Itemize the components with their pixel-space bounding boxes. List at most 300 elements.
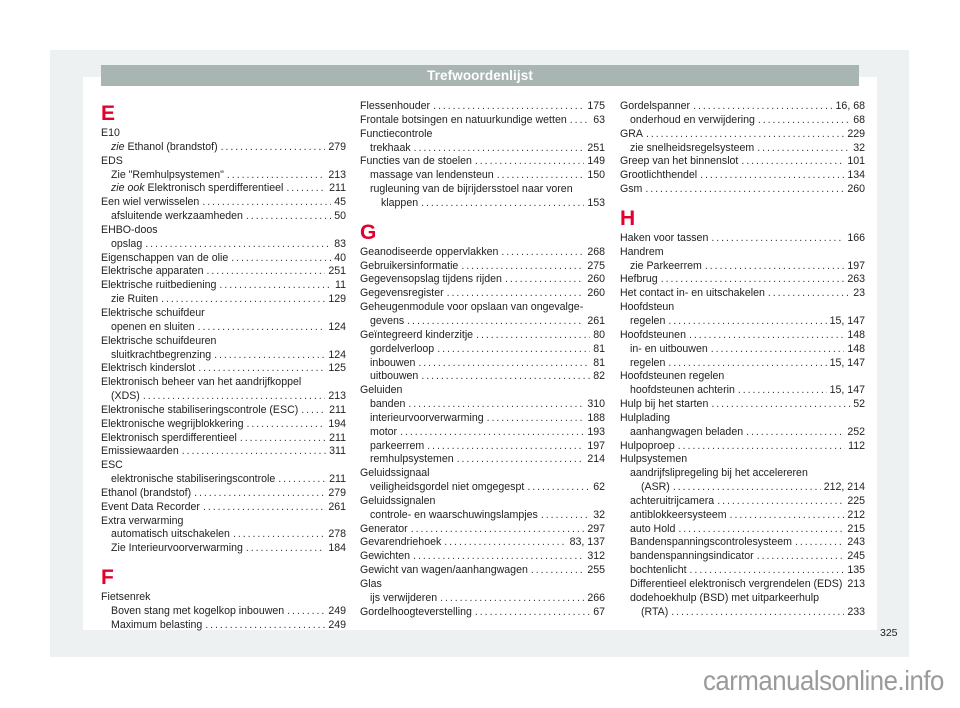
entry-page-ref[interactable]: 112 bbox=[848, 439, 865, 452]
dot-leader bbox=[143, 390, 325, 404]
entry-page-ref[interactable]: 310 bbox=[587, 398, 605, 411]
entry-term: parkeerrem bbox=[370, 439, 425, 452]
dot-leader bbox=[661, 273, 845, 287]
entry-term: Elektrische ruitbediening bbox=[101, 279, 217, 292]
dot-leader bbox=[741, 155, 844, 169]
dot-leader bbox=[205, 619, 325, 633]
index-entry bbox=[101, 591, 346, 605]
entry-term: dodehoekhulp (BSD) met uitparkeerhulp bbox=[630, 591, 820, 604]
index-entry bbox=[101, 307, 346, 321]
entry-page-ref[interactable]: 197 bbox=[587, 439, 605, 452]
dot-leader bbox=[757, 550, 845, 564]
dot-leader bbox=[475, 155, 584, 169]
entry-page-ref[interactable]: 83 bbox=[334, 237, 346, 250]
dot-leader bbox=[700, 169, 844, 183]
entry-term: Functiecontrole bbox=[360, 127, 433, 140]
entry-page-ref[interactable]: 101 bbox=[847, 155, 865, 168]
dot-leader bbox=[206, 265, 325, 279]
index-entry bbox=[620, 246, 865, 260]
entry-page-ref[interactable]: 150 bbox=[587, 169, 605, 182]
entry-term: Hoofdsteun bbox=[620, 301, 675, 314]
entry-term: Elektrische apparaten bbox=[101, 265, 204, 278]
dot-leader bbox=[671, 606, 844, 620]
dot-leader bbox=[690, 564, 845, 578]
entry-page-ref[interactable]: 175 bbox=[587, 100, 605, 112]
entry-page-ref[interactable]: 252 bbox=[847, 425, 865, 438]
index-entry bbox=[360, 536, 605, 550]
entry-term: banden bbox=[370, 398, 406, 411]
entry-page-ref[interactable]: 32 bbox=[593, 508, 605, 521]
index-entry bbox=[620, 412, 865, 426]
entry-term: Glas bbox=[360, 578, 382, 590]
index-entry bbox=[620, 481, 865, 495]
index-entry bbox=[101, 459, 346, 473]
entry-page-ref[interactable]: 11 bbox=[335, 279, 346, 292]
entry-page-ref[interactable]: 211 bbox=[329, 431, 346, 444]
entry-term: Maximum belasting bbox=[111, 618, 203, 631]
entry-term bbox=[111, 182, 283, 196]
entry-term: Het contact in- en uitschakelen bbox=[620, 287, 765, 300]
section-letter: E bbox=[101, 102, 116, 125]
entry-term: rugleuning van de bijrijdersstoel naar voren bbox=[370, 183, 573, 196]
index-entry bbox=[360, 440, 605, 454]
index-entry bbox=[620, 398, 865, 412]
dot-leader bbox=[678, 440, 845, 454]
entry-term: auto Hold bbox=[630, 522, 676, 535]
entry-term: Hoofdsteunen bbox=[620, 328, 686, 341]
entry-page-ref[interactable]: 134 bbox=[847, 169, 865, 182]
entry-page-ref[interactable]: 32 bbox=[853, 141, 865, 154]
dot-leader bbox=[219, 279, 332, 293]
dot-leader bbox=[527, 481, 590, 495]
entry-page-ref[interactable]: 81 bbox=[593, 342, 605, 355]
index-entry bbox=[101, 390, 346, 404]
entry-page-ref[interactable]: 260 bbox=[847, 183, 865, 196]
entry-page-ref[interactable]: 297 bbox=[587, 522, 605, 535]
dot-leader bbox=[497, 169, 585, 183]
dot-leader bbox=[678, 523, 844, 537]
entry-term: (XDS) bbox=[111, 390, 140, 403]
index-entry bbox=[101, 404, 346, 418]
entry-see-prefix: zie ook bbox=[111, 182, 145, 195]
entry-page-ref[interactable]: 268 bbox=[587, 245, 605, 258]
index-entry bbox=[101, 182, 346, 196]
dot-leader bbox=[286, 182, 326, 196]
entry-page-ref[interactable]: 129 bbox=[328, 293, 346, 306]
entry-term: sluitkrachtbegrenzing bbox=[111, 348, 212, 361]
entry-term: openen en sluiten bbox=[111, 320, 195, 333]
index-entry bbox=[101, 542, 346, 556]
dot-leader bbox=[198, 321, 326, 335]
entry-page-ref[interactable]: 213 bbox=[847, 578, 865, 590]
entry-page-ref[interactable]: 148 bbox=[847, 342, 865, 355]
index-entry bbox=[620, 440, 865, 454]
entry-term: Differentieel elektronisch vergrendelen (EDS) bbox=[630, 578, 843, 590]
dot-leader bbox=[570, 114, 590, 128]
entry-term: gordelverloop bbox=[370, 342, 435, 355]
entry-page-ref[interactable]: 212, 214 bbox=[823, 481, 865, 494]
index-entry bbox=[620, 169, 865, 183]
index-entry bbox=[360, 495, 605, 509]
index-entry bbox=[101, 445, 346, 459]
index-entry bbox=[101, 432, 346, 446]
entry-page-ref[interactable]: 263 bbox=[847, 273, 865, 286]
dot-leader bbox=[501, 246, 584, 260]
entry-page-ref[interactable]: 63 bbox=[593, 113, 605, 126]
dot-leader bbox=[705, 260, 844, 274]
index-entry bbox=[620, 273, 865, 287]
index-entry bbox=[101, 169, 346, 183]
index-entry bbox=[620, 183, 865, 197]
index-entry bbox=[620, 550, 865, 564]
index-entry bbox=[101, 141, 346, 155]
entry-page-ref[interactable]: 23 bbox=[853, 287, 865, 300]
entry-term: GRA bbox=[620, 127, 643, 140]
entry-page-ref[interactable]: 245 bbox=[847, 550, 865, 563]
entry-term: Fietsenrek bbox=[101, 591, 151, 604]
index-entry bbox=[101, 376, 346, 390]
entry-page-ref[interactable]: 68 bbox=[853, 113, 865, 126]
entry-term: Gebruikersinformatie bbox=[360, 259, 459, 272]
index-entry bbox=[360, 114, 605, 128]
entry-term: Generator bbox=[360, 522, 408, 535]
index-entry bbox=[360, 197, 605, 211]
entry-page-ref[interactable]: 153 bbox=[587, 196, 605, 209]
entry-term: Elektronische wegrijblokkering bbox=[101, 417, 244, 430]
dot-leader bbox=[668, 315, 826, 329]
entry-page-ref[interactable]: 278 bbox=[328, 528, 346, 541]
entry-term: Greep van het binnenslot bbox=[620, 155, 739, 168]
dot-leader bbox=[645, 183, 844, 197]
entry-term: onderhoud en verwijdering bbox=[630, 113, 755, 126]
dot-leader bbox=[203, 501, 325, 515]
entry-page-ref[interactable]: 62 bbox=[593, 481, 605, 494]
index-entry bbox=[360, 301, 605, 315]
index-entry bbox=[620, 301, 865, 315]
entry-term: Haken voor tassen bbox=[620, 231, 709, 244]
entry-term: achteruitrijcamera bbox=[630, 494, 715, 507]
entry-term: Gewicht van wagen/aanhangwagen bbox=[360, 564, 528, 577]
dot-leader bbox=[541, 509, 590, 523]
section-letter: G bbox=[360, 220, 377, 244]
index-entry bbox=[620, 523, 865, 537]
dot-leader bbox=[198, 362, 325, 376]
entry-page-ref[interactable]: 249 bbox=[328, 605, 346, 617]
entry-term: Ethanol (brandstof) bbox=[101, 486, 192, 499]
entry-page-ref[interactable]: 15, 147 bbox=[829, 356, 865, 369]
entry-term: Extra verwarming bbox=[101, 514, 184, 527]
entry-page-ref[interactable]: 194 bbox=[328, 417, 346, 430]
index-entry bbox=[101, 473, 346, 487]
dot-leader bbox=[240, 432, 326, 446]
entry-term: Een wiel verwisselen bbox=[101, 196, 200, 209]
index-entry bbox=[360, 100, 605, 114]
dot-leader bbox=[646, 128, 844, 142]
entry-term: Gordelspanner bbox=[620, 100, 691, 112]
dot-leader bbox=[202, 196, 331, 210]
dot-leader bbox=[145, 238, 331, 252]
entry-term: Functies van de stoelen bbox=[360, 155, 472, 168]
entry-term: afsluitende werkzaamheden bbox=[111, 210, 243, 223]
dot-leader bbox=[233, 528, 325, 542]
index-entry bbox=[360, 550, 605, 564]
index-entry bbox=[101, 279, 346, 293]
entry-term: automatisch uitschakelen bbox=[111, 528, 230, 541]
entry-term: in- en uitbouwen bbox=[630, 342, 708, 355]
entry-term: Elektronische stabiliseringscontrole (ESC) bbox=[101, 403, 299, 416]
dot-leader bbox=[476, 329, 590, 343]
entry-term: Gewichten bbox=[360, 550, 411, 563]
entry-term: regelen bbox=[630, 356, 666, 369]
entry-page-ref[interactable]: 188 bbox=[587, 411, 605, 424]
entry-page-ref[interactable]: 312 bbox=[587, 550, 605, 563]
dot-leader bbox=[447, 287, 585, 301]
index-entry bbox=[620, 370, 865, 384]
entry-page-ref[interactable]: 266 bbox=[587, 591, 605, 604]
entry-page-ref[interactable]: 213 bbox=[328, 390, 346, 403]
entry-page-ref[interactable]: 15, 147 bbox=[829, 384, 865, 397]
entry-page-ref[interactable]: 279 bbox=[328, 140, 346, 153]
entry-term: ijs verwijderen bbox=[370, 591, 438, 604]
entry-page-ref[interactable]: 211 bbox=[329, 182, 346, 195]
entry-term: Eigenschappen van de olie bbox=[101, 251, 229, 264]
index-entry bbox=[101, 515, 346, 529]
entry-term-text: Ethanol (brandstof) bbox=[127, 140, 218, 153]
dot-leader bbox=[461, 260, 584, 274]
entry-page-ref[interactable]: 279 bbox=[328, 486, 346, 499]
dot-leader bbox=[668, 357, 826, 371]
dot-leader bbox=[475, 606, 590, 620]
index-column-3 bbox=[620, 100, 865, 620]
entry-term: Gsm bbox=[620, 183, 643, 196]
entry-term: Elektrisch kinderslot bbox=[101, 362, 196, 375]
index-entry bbox=[360, 273, 605, 287]
page-title: Trefwoordenlijst bbox=[101, 65, 859, 86]
entry-term: Hulpoproep bbox=[620, 439, 675, 452]
entry-page-ref[interactable]: 124 bbox=[328, 348, 346, 361]
index-entry bbox=[360, 357, 605, 371]
dot-leader bbox=[433, 100, 584, 114]
dot-leader bbox=[768, 287, 850, 301]
index-entry bbox=[620, 100, 865, 114]
entry-page-ref[interactable]: 135 bbox=[847, 564, 865, 577]
dot-leader bbox=[161, 293, 325, 307]
entry-page-ref[interactable]: 67 bbox=[593, 605, 605, 618]
watermark: carmanualsonline.info bbox=[703, 665, 944, 696]
index-entry bbox=[620, 287, 865, 301]
index-entry bbox=[360, 287, 605, 301]
index-entry bbox=[101, 210, 346, 224]
entry-term: Emissiewaarden bbox=[101, 445, 179, 458]
entry-term: gevens bbox=[370, 314, 405, 327]
index-entry bbox=[101, 127, 346, 141]
entry-page-ref[interactable]: 212 bbox=[847, 508, 865, 521]
entry-term: klappen bbox=[381, 196, 419, 209]
entry-term: Gegevensregister bbox=[360, 287, 444, 300]
dot-leader bbox=[487, 412, 585, 426]
entry-term: Geïntegreerd kinderzitje bbox=[360, 328, 474, 341]
index-entry bbox=[360, 128, 605, 142]
dot-leader bbox=[457, 453, 585, 467]
entry-page-ref[interactable]: 197 bbox=[847, 259, 865, 272]
dot-leader bbox=[247, 418, 326, 432]
index-entry bbox=[360, 606, 605, 620]
dot-leader bbox=[214, 349, 325, 363]
index-entry bbox=[101, 418, 346, 432]
entry-page-ref[interactable]: 214 bbox=[587, 453, 605, 466]
index-entry bbox=[620, 536, 865, 550]
entry-page-ref[interactable]: 124 bbox=[328, 320, 346, 333]
entry-page-ref[interactable]: 261 bbox=[587, 314, 605, 327]
entry-term: Geluidssignalen bbox=[360, 494, 436, 507]
entry-page-ref[interactable]: 229 bbox=[847, 127, 865, 140]
entry-term: (RTA) bbox=[641, 605, 669, 618]
index-column-2 bbox=[360, 100, 605, 620]
entry-page-ref[interactable]: 225 bbox=[847, 494, 865, 507]
index-entry bbox=[360, 564, 605, 578]
index-entry bbox=[620, 592, 865, 606]
entry-page-ref[interactable]: 251 bbox=[328, 265, 346, 278]
dot-leader bbox=[738, 384, 827, 398]
dot-leader bbox=[746, 426, 844, 440]
entry-page-ref[interactable]: 260 bbox=[587, 287, 605, 300]
dot-leader bbox=[757, 142, 850, 156]
entry-page-ref[interactable]: 149 bbox=[587, 155, 605, 168]
index-entry bbox=[101, 224, 346, 238]
entry-page-ref[interactable]: 80 bbox=[593, 328, 605, 341]
entry-term: trekhaak bbox=[370, 141, 411, 154]
entry-term: remhulpsystemen bbox=[370, 453, 454, 466]
entry-page-ref[interactable]: 261 bbox=[328, 500, 346, 513]
dot-leader bbox=[717, 495, 844, 509]
entry-term: Grootlichthendel bbox=[620, 169, 698, 182]
entry-page-ref[interactable]: 211 bbox=[329, 403, 346, 416]
entry-term: Boven stang met kogelkop inbouwen bbox=[111, 605, 285, 617]
entry-page-ref[interactable]: 213 bbox=[328, 168, 346, 181]
index-entry bbox=[101, 252, 346, 266]
index-entry bbox=[101, 487, 346, 501]
index-entry bbox=[360, 384, 605, 398]
entry-term: inbouwen bbox=[370, 356, 416, 369]
index-entry bbox=[360, 523, 605, 537]
dot-leader bbox=[758, 114, 850, 128]
entry-term: uitbouwen bbox=[370, 370, 419, 383]
section-letter: F bbox=[101, 566, 114, 590]
index-entry bbox=[101, 605, 346, 619]
entry-page-ref[interactable]: 83, 137 bbox=[569, 536, 605, 549]
entry-term: ESC bbox=[101, 459, 123, 472]
entry-page-ref[interactable]: 215 bbox=[847, 522, 865, 535]
entry-page-ref[interactable]: 148 bbox=[847, 328, 865, 341]
dot-leader bbox=[194, 487, 325, 501]
dot-leader bbox=[421, 197, 584, 211]
entry-page-ref[interactable]: 52 bbox=[853, 398, 865, 411]
entry-page-ref[interactable]: 243 bbox=[847, 536, 865, 549]
entry-page-ref[interactable]: 16, 68 bbox=[835, 100, 865, 112]
entry-term: Geanodiseerde oppervlakken bbox=[360, 245, 499, 258]
dot-leader bbox=[711, 343, 845, 357]
entry-term: massage van lendensteun bbox=[370, 169, 494, 182]
dot-leader bbox=[444, 536, 566, 550]
entry-term: Elektronisch sperdifferentieel bbox=[101, 431, 237, 444]
index-entry bbox=[360, 260, 605, 274]
index-entry bbox=[101, 321, 346, 335]
entry-page-ref[interactable]: 81 bbox=[593, 356, 605, 369]
entry-page-ref[interactable]: 125 bbox=[328, 362, 346, 375]
entry-page-ref[interactable]: 249 bbox=[328, 618, 346, 631]
entry-term: zie Parkeerrem bbox=[630, 259, 702, 272]
entry-page-ref[interactable]: 260 bbox=[587, 273, 605, 286]
entry-term: zie Ruiten bbox=[111, 293, 159, 306]
entry-page-ref[interactable]: 233 bbox=[847, 605, 865, 618]
entry-term: (ASR) bbox=[641, 481, 670, 494]
entry-term: Geluidssignaal bbox=[360, 467, 430, 480]
section-letter: H bbox=[620, 206, 636, 230]
index-entry bbox=[620, 329, 865, 343]
entry-page-ref[interactable]: 184 bbox=[328, 542, 346, 555]
index-entry bbox=[620, 384, 865, 398]
entry-term: Geluiden bbox=[360, 384, 403, 397]
entry-term: opslag bbox=[111, 237, 143, 250]
entry-term bbox=[111, 141, 218, 155]
index-entry bbox=[360, 343, 605, 357]
entry-page-ref[interactable]: 193 bbox=[587, 425, 605, 438]
entry-page-ref[interactable]: 251 bbox=[587, 141, 605, 154]
entry-term: Elektrische schuifdeuren bbox=[101, 334, 217, 347]
entry-page-ref[interactable]: 15, 147 bbox=[829, 314, 865, 327]
dot-leader bbox=[246, 210, 331, 224]
index-entry bbox=[620, 578, 865, 592]
entry-term: regelen bbox=[630, 314, 666, 327]
dot-leader bbox=[287, 605, 325, 619]
index-entry bbox=[101, 265, 346, 279]
index-column-1 bbox=[101, 100, 346, 633]
index-entry bbox=[360, 398, 605, 412]
index-entry bbox=[360, 578, 605, 592]
index-entry bbox=[101, 196, 346, 210]
entry-page-ref[interactable]: 50 bbox=[334, 210, 346, 223]
dot-leader bbox=[227, 169, 325, 183]
entry-page-ref[interactable]: 45 bbox=[334, 196, 346, 209]
index-entry bbox=[360, 509, 605, 523]
entry-page-ref[interactable]: 166 bbox=[847, 231, 865, 244]
entry-page-ref[interactable]: 82 bbox=[593, 370, 605, 383]
entry-term: Frontale botsingen en natuurkundige wetten bbox=[360, 113, 567, 126]
entry-page-ref[interactable]: 40 bbox=[334, 251, 346, 264]
index-entry bbox=[101, 528, 346, 542]
entry-term: elektronische stabiliseringscontrole bbox=[111, 473, 276, 486]
entry-page-ref[interactable]: 211 bbox=[329, 473, 346, 486]
entry-term: veiligheidsgordel niet omgegespt bbox=[370, 481, 525, 494]
index-entry bbox=[101, 619, 346, 633]
entry-term: bochtenlicht bbox=[630, 564, 687, 577]
dot-leader bbox=[246, 542, 325, 556]
dot-leader bbox=[407, 315, 584, 329]
dot-leader bbox=[437, 343, 590, 357]
index-entry bbox=[620, 467, 865, 481]
entry-page-ref[interactable]: 311 bbox=[329, 445, 346, 458]
index-entry bbox=[620, 232, 865, 246]
index-entry bbox=[620, 564, 865, 578]
index-entry bbox=[101, 293, 346, 307]
index-entry bbox=[620, 128, 865, 142]
entry-page-ref[interactable]: 275 bbox=[587, 259, 605, 272]
dot-leader bbox=[182, 445, 326, 459]
entry-page-ref[interactable]: 255 bbox=[587, 564, 605, 577]
entry-term: Handrem bbox=[620, 245, 664, 258]
index-entry bbox=[620, 155, 865, 169]
entry-term: Geheugenmodule voor opslaan van ongevalge- bbox=[360, 301, 584, 314]
